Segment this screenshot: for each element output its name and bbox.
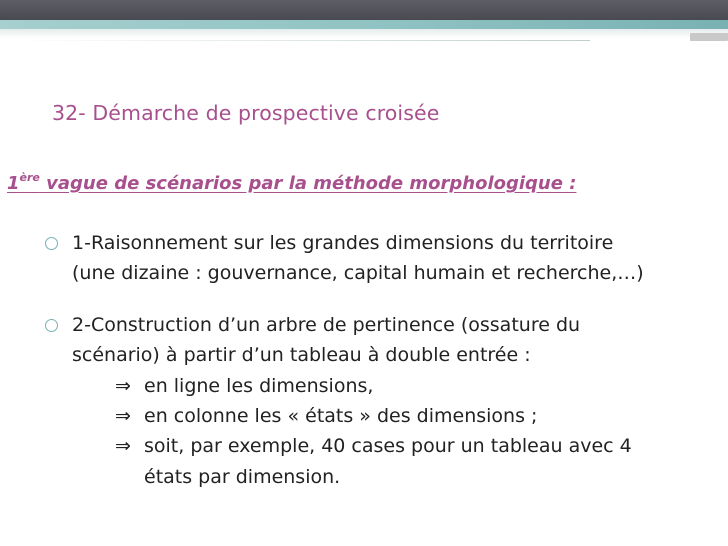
subitem-1-line-1: en ligne les dimensions,: [144, 375, 374, 397]
top-accent-band: [0, 20, 728, 29]
subitem-3-line-1: soit, par exemple, 40 cases pour un tableau avec 4: [144, 435, 632, 457]
divider-line: [10, 40, 590, 41]
corner-mark: [690, 33, 728, 41]
slide-subtitle: [7, 173, 576, 194]
top-shade: [0, 29, 728, 38]
bullet-1-line-1: 1-Raisonnement sur les grandes dimensions du territoire: [72, 232, 614, 254]
subtitle-text: vague de scénarios par la méthode morphologique :: [39, 173, 577, 194]
subtitle-prefix: 1: [7, 173, 20, 194]
slide-title: 32- Démarche de prospective croisée: [52, 101, 440, 125]
bullet-2-line-2: scénario) à partir d’un tableau à double entrée :: [72, 344, 531, 366]
circle-bullet-icon: [45, 237, 58, 250]
implies-arrow-icon: ⇒: [115, 435, 131, 457]
implies-arrow-icon: ⇒: [115, 375, 131, 397]
implies-arrow-icon: ⇒: [115, 405, 131, 427]
subitem-2-line-1: en colonne les « états » des dimensions ;: [144, 405, 538, 427]
bullet-1-line-2: (une dizaine : gouvernance, capital humain et recherche,…): [72, 262, 644, 284]
bullet-2-line-1: 2-Construction d’un arbre de pertinence (ossature du: [72, 314, 581, 336]
top-bar: [0, 0, 728, 20]
circle-bullet-icon: [45, 319, 58, 332]
subitem-3-line-2: états par dimension.: [144, 466, 341, 488]
subtitle-superscript: ère: [19, 171, 40, 184]
